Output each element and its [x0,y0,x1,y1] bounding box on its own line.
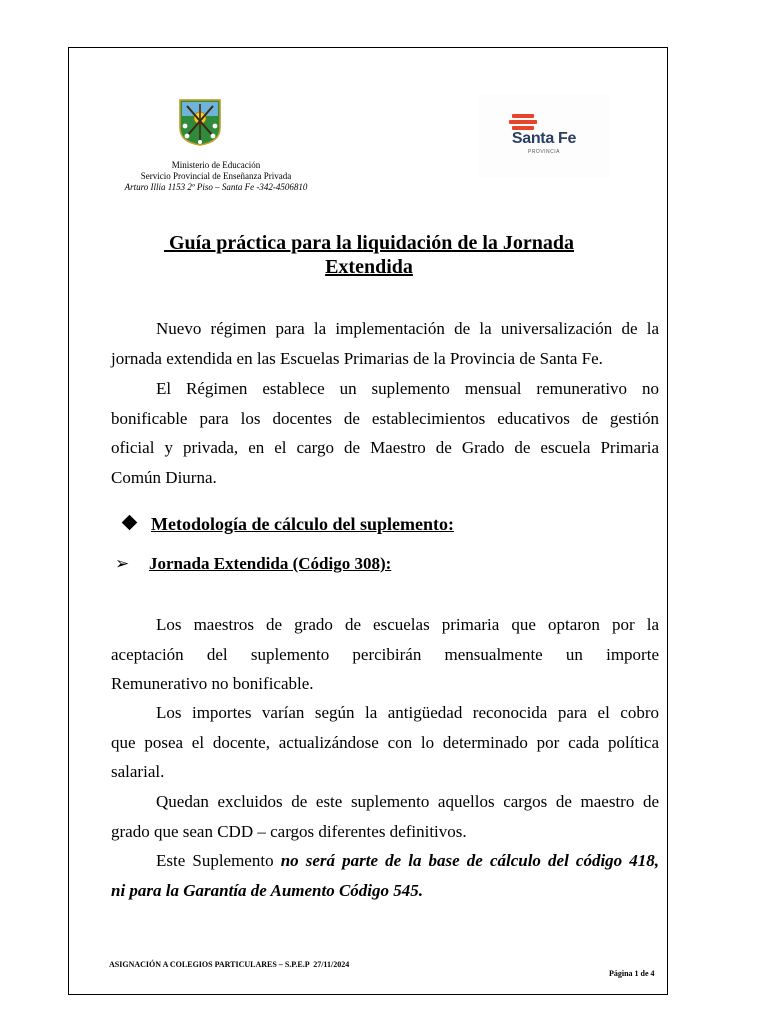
p3-line-3: Remunerativo no bonificable. [111,674,314,693]
title-line-1: Guía práctica para la liquidación de la Jornada [163,232,575,254]
section-heading [124,513,454,535]
intro-paragraph-1 [111,314,659,373]
p6-line-1 [111,846,659,876]
title-line-2: Extendida [325,256,413,278]
ministry-address: Arturo Illia 1153 2º Piso – Santa Fe -342-4506810 [124,182,308,192]
body-paragraph-2 [111,698,659,787]
body-paragraph-4 [111,846,659,905]
arrow-bullet-icon: ➢ [115,554,130,573]
p6-emphasis-text-2: ni para la Garantía de Aumento Código 545. [111,880,424,900]
page-number: Página 1 de 4 [609,969,655,978]
intro-p2-line-3: oficial y privada, en el cargo de Maestro de Grado de escuela Primaria [111,438,659,457]
p5-line-1: Quedan excluidos de este suplemento aquellos cargos de maestro de [156,792,659,811]
service-name: Servicio Provincial de Enseñanza Privada [140,171,292,181]
p4-line-2: que posea el docente, actualizándose con lo determinado por cada política [111,732,659,752]
santa-fe-logo [479,94,609,178]
intro-p1-line-1: Nuevo régimen para la implementación de la universalización de la [156,319,659,338]
province-coat-of-arms-icon [177,98,223,146]
ministry-header [79,160,353,193]
section-heading-text: Metodología de cálculo del suplemento: [151,514,454,534]
document-page [68,47,668,995]
p3-line-2: aceptación del suplemento percibirán mensualmente un importe [111,644,659,664]
body-paragraph-3 [111,787,659,846]
p6-emphasis-text-1: no será parte de la base de cálculo del código 418, [280,851,660,870]
santa-fe-logo-name: Santa Fe [511,130,577,147]
diamond-bullet-icon [122,515,138,531]
p4-line-3: salarial. [111,762,165,781]
santa-fe-logo-subtitle: PROVINCIA [527,149,560,155]
p6-plain-text: Este Suplemento [156,851,281,870]
intro-paragraph-2 [111,374,659,492]
subsection-heading [115,553,391,575]
document-title [129,231,609,279]
p5-line-2: grado que sean CDD – cargos diferentes definitivos. [111,821,467,841]
page-footer: ASIGNACIÓN A COLEGIOS PARTICULARES – S.P.E.P 27/11/2024 [109,960,350,969]
intro-p2-line-4: Común Diurna. [111,467,217,487]
intro-p1-line-2: jornada extendida en las Escuelas Primarias de la Provincia de Santa Fe. [111,348,603,368]
ministry-name: Ministerio de Educación [171,160,261,170]
subsection-heading-text: Jornada Extendida (Código 308): [149,554,392,573]
p3-line-1: Los maestros de grado de escuelas primaria que optaron por la [156,615,659,634]
body-paragraph-1 [111,610,659,699]
p4-line-1: Los importes varían según la antigüedad reconocida para el cobro [156,703,659,722]
intro-p2-line-1: El Régimen establece un suplemento mensual remunerativo no [156,379,659,398]
intro-p2-line-2: bonificable para los docentes de establecimientos educativos de gestión [111,408,659,428]
